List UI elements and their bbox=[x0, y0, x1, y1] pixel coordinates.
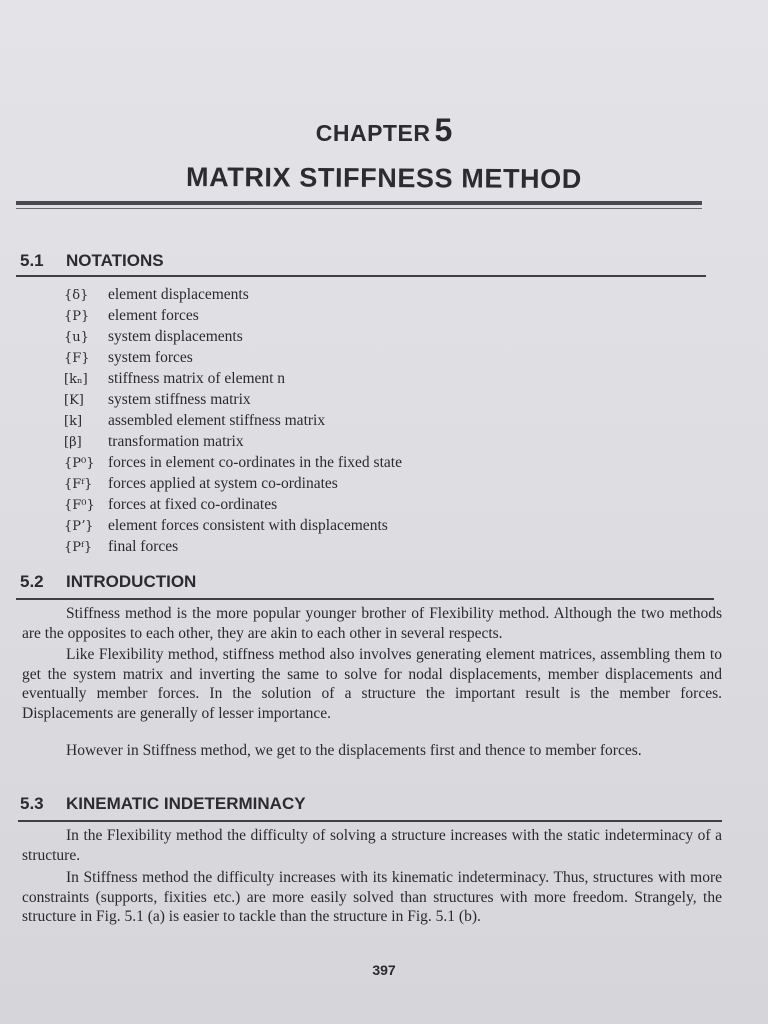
notation-symbol: {F⁰} bbox=[64, 498, 95, 513]
intro-paragraph bbox=[22, 741, 722, 761]
notation-row bbox=[64, 368, 584, 389]
notation-description: forces applied at system co-ordinates bbox=[108, 475, 338, 492]
notation-row bbox=[64, 515, 584, 536]
page-number: 397 bbox=[372, 962, 396, 978]
notation-symbol: [K] bbox=[64, 393, 84, 408]
notation-symbol: {P⁰} bbox=[64, 456, 95, 471]
notation-row bbox=[64, 431, 584, 452]
kinematic-paragraph bbox=[22, 826, 722, 865]
paragraph-text: Like Flexibility method, stiffness method also involves generating element matrices, assembling them to get the system matrix and inverting the same to solve for nodal displacements, member displacements and eventually member forces. In the solution of a structure the important result is the member forces. Displacements are generally of lesser importance. bbox=[22, 646, 722, 722]
chapter-title: MATRIX STIFFNESS METHOD bbox=[186, 161, 582, 195]
notation-row bbox=[64, 326, 584, 347]
notation-symbol: {Pʼ} bbox=[64, 519, 94, 534]
notation-row bbox=[64, 305, 584, 326]
notation-row bbox=[64, 389, 584, 410]
section-title: INTRODUCTION bbox=[66, 572, 197, 591]
kinematic-paragraph bbox=[22, 868, 722, 927]
notation-symbol: {Fᶠ} bbox=[64, 477, 93, 492]
notation-description: stiffness matrix of element n bbox=[108, 370, 286, 387]
paragraph-text: However in Stiffness method, we get to the displacements first and thence to member forces. bbox=[66, 742, 642, 759]
paragraph-text: In the Flexibility method the difficulty of solving a structure increases with the static indeterminacy of a structure. bbox=[22, 827, 722, 864]
section-rule bbox=[16, 598, 714, 600]
notation-row bbox=[64, 536, 584, 557]
notation-row bbox=[64, 452, 584, 473]
intro-paragraph bbox=[22, 645, 722, 723]
notation-row bbox=[64, 494, 584, 515]
notation-symbol: {F} bbox=[64, 351, 90, 366]
paragraph-text: Stiffness method is the more popular younger brother of Flexibility method. Although the two methods are the opposites to each other, they are akin to each other in several respects. bbox=[22, 605, 722, 642]
chapter-label-line bbox=[0, 112, 768, 149]
notation-description: system displacements bbox=[108, 328, 243, 345]
notation-description: element forces consistent with displacements bbox=[108, 517, 388, 534]
notation-description: assembled element stiffness matrix bbox=[108, 412, 326, 429]
notation-list bbox=[64, 284, 584, 557]
notation-symbol: [k] bbox=[64, 414, 83, 429]
notation-symbol: [kₙ] bbox=[64, 372, 88, 387]
section-number: 5.1 bbox=[20, 251, 44, 270]
section-rule bbox=[16, 275, 706, 277]
chapter-heading bbox=[0, 112, 768, 194]
notation-row bbox=[64, 284, 584, 305]
notation-symbol: {P} bbox=[64, 309, 90, 324]
notation-row bbox=[64, 410, 584, 431]
notation-description: final forces bbox=[108, 538, 179, 555]
notation-symbol: [β] bbox=[64, 435, 82, 450]
notation-row bbox=[64, 347, 584, 368]
title-rule-thin bbox=[16, 208, 702, 209]
section-heading-introduction bbox=[20, 572, 196, 592]
section-heading-kinematic-indeterminacy bbox=[20, 794, 306, 814]
notation-symbol: {u} bbox=[64, 330, 89, 345]
title-rule-thick bbox=[16, 201, 702, 205]
notation-symbol: {δ} bbox=[64, 288, 89, 303]
notation-description: transformation matrix bbox=[108, 433, 244, 450]
section-number: 5.2 bbox=[20, 572, 44, 591]
notation-description: element displacements bbox=[108, 286, 249, 303]
notation-description: element forces bbox=[108, 307, 199, 324]
section-title: NOTATIONS bbox=[66, 251, 164, 270]
notation-description: system forces bbox=[108, 349, 193, 366]
section-rule bbox=[18, 820, 722, 822]
chapter-number: 5 bbox=[434, 112, 453, 148]
notation-description: forces in element co-ordinates in the fixed state bbox=[108, 454, 402, 471]
notation-description: forces at fixed co-ordinates bbox=[108, 496, 278, 513]
notation-description: system stiffness matrix bbox=[108, 391, 251, 408]
paragraph-text: In Stiffness method the difficulty increases with its kinematic indeterminacy. Thus, structures with more constraints (supports, fixities etc.) are more easily solved than structures with more freedom. Strangely, the structure in Fig. 5.1 (a) is easier to tackle than the structure in Fig. 5.1 (b). bbox=[22, 869, 722, 925]
notation-symbol: {Pᶠ} bbox=[64, 540, 93, 555]
section-number: 5.3 bbox=[20, 794, 44, 813]
intro-paragraph bbox=[22, 604, 722, 643]
notation-row bbox=[64, 473, 584, 494]
section-title: KINEMATIC INDETERMINACY bbox=[66, 794, 306, 813]
section-heading-notations bbox=[20, 251, 164, 271]
chapter-label: CHAPTER bbox=[315, 120, 431, 146]
